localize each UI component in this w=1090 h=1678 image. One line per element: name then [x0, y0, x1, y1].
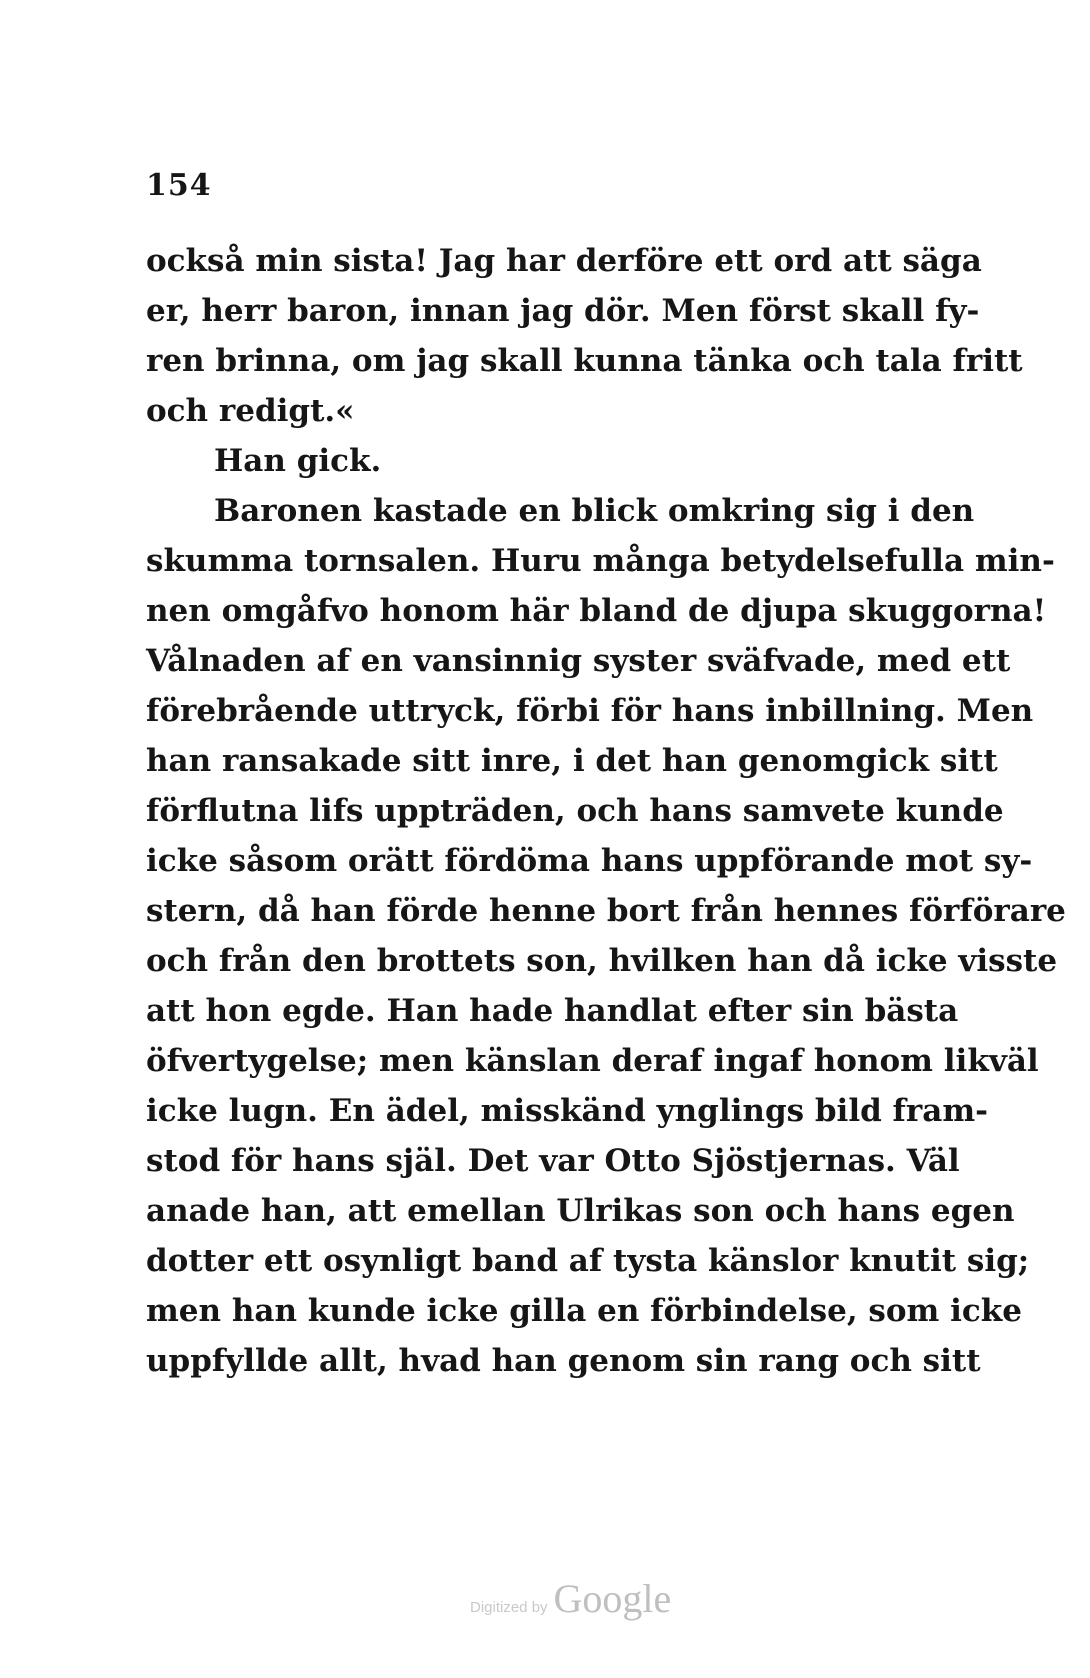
text-line: nen omgåfvo honom här bland de djupa skuggorna! — [146, 593, 1047, 629]
text-line: förebrående uttryck, förbi för hans inbillning. Men — [146, 693, 1034, 729]
text-line: att hon egde. Han hade handlat efter sin bästa — [146, 993, 959, 1029]
text-line: han ransakade sitt inre, i det han genomgick sitt — [146, 743, 998, 779]
text-line: anade han, att emellan Ulrikas son och hans egen — [146, 1193, 1015, 1229]
text-line: Baronen kastade en blick omkring sig i den — [214, 493, 975, 529]
text-line: Han gick. — [214, 443, 382, 479]
text-line: uppfyllde allt, hvad han genom sin rang och sitt — [146, 1343, 981, 1379]
text-line: Vålnaden af en vansinnig syster sväfvade, med ett — [146, 643, 1011, 679]
text-line: och redigt.« — [146, 393, 355, 429]
text-line: och från den brottets son, hvilken han då icke visste — [146, 943, 1058, 979]
page-number: 154 — [146, 168, 212, 203]
text-line: förflutna lifs uppträden, och hans samvete kunde — [146, 793, 1004, 829]
text-line: icke såsom orätt fördöma hans uppförande mot sy- — [146, 843, 1033, 879]
text-line: ren brinna, om jag skall kunna tänka och tala fritt — [146, 343, 1023, 379]
digitized-label: Digitized by — [470, 1599, 548, 1616]
text-line: dotter ett osynligt band af tysta känslor knutit sig; — [146, 1243, 1030, 1279]
google-logo: Google — [553, 1576, 672, 1621]
text-line: skumma tornsalen. Huru många betydelsefulla min- — [146, 543, 1055, 579]
text-line: stern, då han förde henne bort från hennes förförare — [146, 893, 1066, 929]
text-line: stod för hans själ. Det var Otto Sjöstjernas. Väl — [146, 1143, 960, 1179]
text-line: men han kunde icke gilla en förbindelse, som icke — [146, 1293, 1022, 1329]
digitized-watermark — [470, 1575, 671, 1622]
text-line: också min sista! Jag har derföre ett ord att säga — [146, 243, 982, 279]
text-line: er, herr baron, innan jag dör. Men först skall fy- — [146, 293, 980, 329]
text-line: öfvertygelse; men känslan deraf ingaf honom likväl — [146, 1043, 1039, 1079]
text-line: icke lugn. En ädel, misskänd ynglings bild fram- — [146, 1093, 988, 1129]
body-text — [146, 236, 1066, 1386]
